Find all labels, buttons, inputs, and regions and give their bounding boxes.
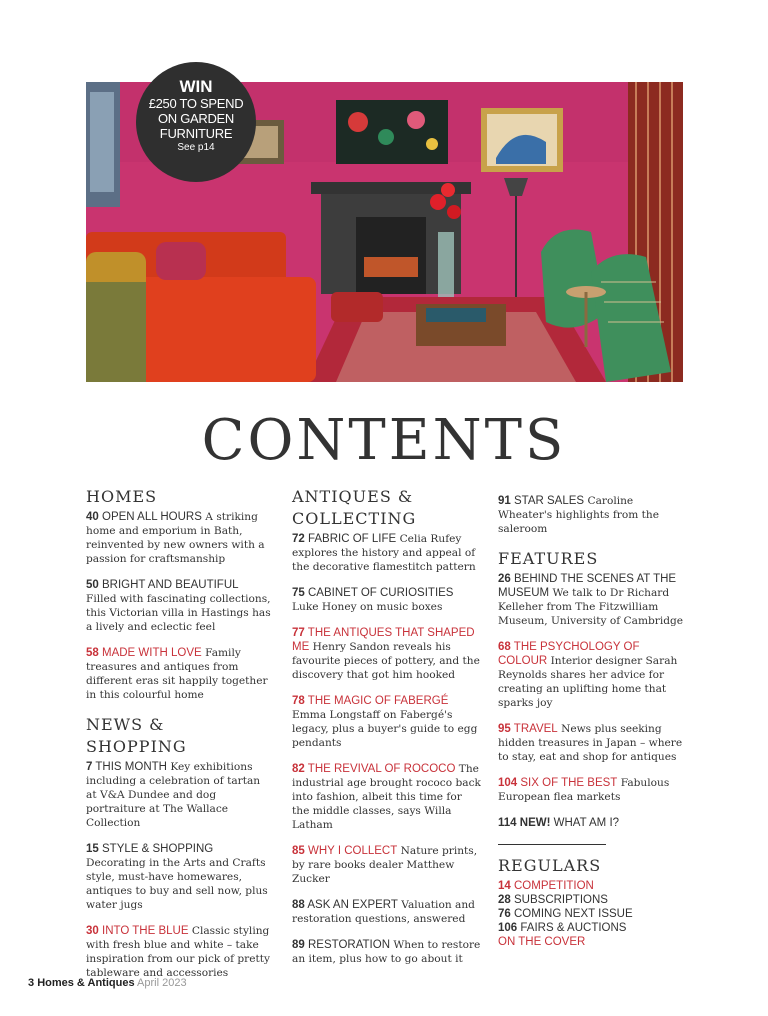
badge-win-text: WIN xyxy=(179,77,213,96)
issue-date: April 2023 xyxy=(137,977,187,989)
contents-entry[interactable]: 91 STAR SALES Caroline Wheater's highlights from the saleroom xyxy=(498,495,659,535)
page-footer xyxy=(28,977,187,989)
section-heading-regulars: REGULARS xyxy=(498,856,602,875)
column-antiques xyxy=(292,486,482,978)
contents-entry[interactable]: 40 OPEN ALL HOURS A striking home and emporium in Bath, reinvented by new owners with a passion for craftsmanship xyxy=(86,511,265,565)
contents-entry[interactable]: 15 STYLE & SHOPPING Decorating in the Arts and Crafts style, must-have homewares, antiques to buy and sell now, plus water jugs xyxy=(86,843,268,911)
page-title: CONTENTS xyxy=(201,408,567,473)
contents-entry[interactable]: 104 SIX OF THE BEST Fabulous European flea markets xyxy=(498,777,670,803)
contents-entry[interactable]: 30 INTO THE BLUE Classic styling with fresh blue and white – take inspiration from our pick of pretty tableware and accessories xyxy=(86,925,270,979)
section-heading-features: FEATURES xyxy=(498,549,599,568)
contents-entry[interactable]: 85 WHY I COLLECT Nature prints, by rare books dealer Matthew Zucker xyxy=(292,845,478,885)
contents-entry[interactable]: 82 THE REVIVAL OF ROCOCO The industrial age brought rococo back into fashion, albeit this time for the middle classes, says Willa Latham xyxy=(292,763,481,831)
contents-entry[interactable]: 7 THIS MONTH Key exhibitions including a celebration of tartan at V&A Dundee and dog portraiture at The Wallace Collection xyxy=(86,761,261,829)
contents-entry[interactable]: 72 FABRIC OF LIFE Celia Rufey explores the history and appeal of the decorative flamestitch pattern xyxy=(292,533,476,573)
badge-prize-text: £250 TO SPEND ON GARDEN FURNITURE xyxy=(148,96,244,141)
list-item[interactable]: 106 FAIRS & AUCTIONS xyxy=(498,922,627,934)
contents-entry[interactable]: 75 CABINET OF CURIOSITIES Luke Honey on music boxes xyxy=(292,587,454,613)
contents-entry[interactable]: 26 BEHIND THE SCENES AT THE MUSEUM We talk to Dr Richard Kelleher from The Fitzwilliam Museum, University of Cambridge xyxy=(498,573,684,627)
contents-entry[interactable]: 114 NEW! WHAT AM I? xyxy=(498,817,620,829)
contents-entry[interactable]: 78 THE MAGIC OF FABERGÉ Emma Longstaff on Fabergé's legacy, plus a buyer's guide to egg pendants xyxy=(292,695,478,749)
list-item[interactable]: 76 COMING NEXT ISSUE xyxy=(498,908,633,920)
page-number: 3 xyxy=(28,977,35,989)
contents-entry[interactable]: 88 ASK AN EXPERT Valuation and restoration questions, answered xyxy=(292,899,475,925)
contents-entry[interactable]: 50 BRIGHT AND BEAUTIFUL Filled with fascinating collections, this Victorian villa in Hastings has a lively and eclectic feel xyxy=(86,579,271,633)
contents-entry[interactable]: 68 THE PSYCHOLOGY OF COLOUR Interior designer Sarah Reynolds shares her advice for creating an uplifting home that sparks joy xyxy=(498,641,678,709)
list-item[interactable]: 14 COMPETITION xyxy=(498,880,594,892)
section-heading-homes: HOMES xyxy=(86,487,158,506)
list-item[interactable]: ON THE COVER xyxy=(498,936,586,948)
magazine-name: Homes & Antiques xyxy=(37,977,135,989)
win-badge[interactable] xyxy=(136,62,256,182)
section-heading-antiques: ANTIQUES & COLLECTING xyxy=(292,487,417,528)
regulars-list xyxy=(498,879,686,949)
column-homes-news xyxy=(86,486,271,992)
section-divider xyxy=(498,844,606,845)
section-heading-news: NEWS & SHOPPING xyxy=(86,715,187,756)
list-item[interactable]: 28 SUBSCRIPTIONS xyxy=(498,894,608,906)
contents-entry[interactable]: 58 MADE WITH LOVE Family treasures and antiques from different eras sit happily together in this colourful home xyxy=(86,647,268,701)
contents-entry[interactable]: 89 RESTORATION When to restore an item, plus how to go about it xyxy=(292,939,481,965)
contents-entry[interactable]: 77 THE ANTIQUES THAT SHAPED ME Henry Sandon reveals his favourite pieces of pottery, and the discovery that got him hooked xyxy=(292,627,480,681)
contents-entry[interactable]: 95 TRAVEL News plus seeking hidden treasures in Japan – where to stay, eat and shop for antiques xyxy=(498,723,683,763)
column-features-regulars xyxy=(498,486,686,949)
badge-page-ref: See p14 xyxy=(177,142,215,153)
